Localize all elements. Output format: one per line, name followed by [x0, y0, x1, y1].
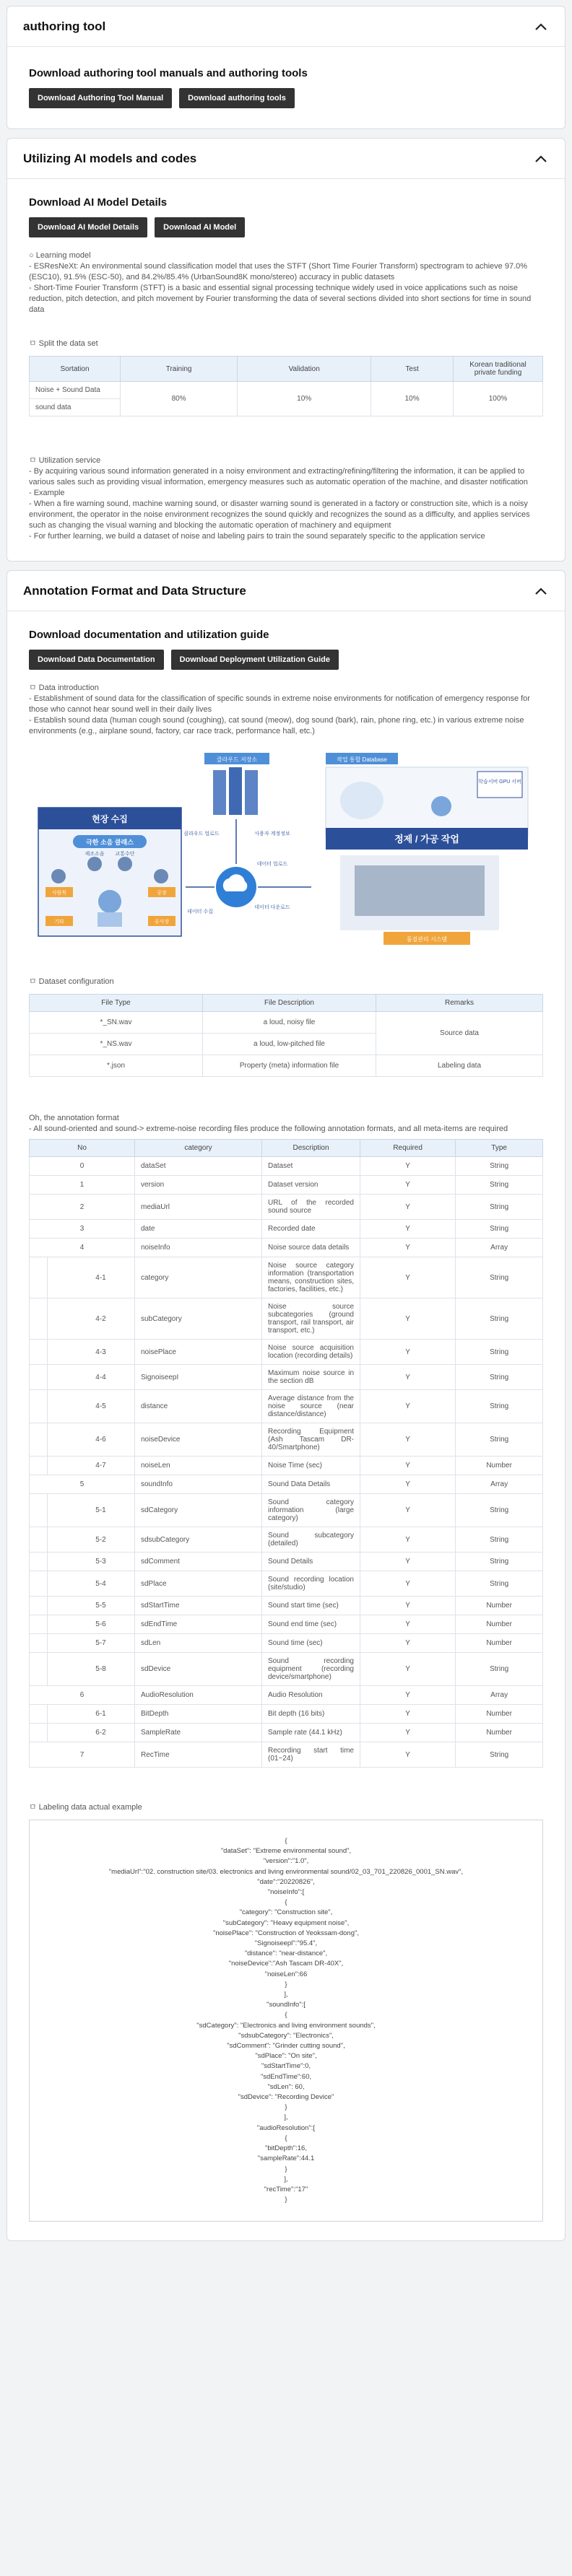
split-table	[29, 356, 543, 416]
table-cell: *_SN.wav	[30, 1012, 203, 1034]
table-cell: Audio Resolution	[262, 1686, 360, 1705]
table-cell: String	[456, 1257, 543, 1298]
table-cell: Y	[360, 1527, 456, 1553]
table-cell: Y	[360, 1457, 456, 1475]
table-cell: 4-6	[30, 1423, 135, 1457]
table-cell: Y	[360, 1597, 456, 1615]
table-cell: Y	[360, 1742, 456, 1768]
table-cell: 5-8	[30, 1653, 135, 1686]
table-cell: sdPlace	[135, 1571, 262, 1597]
table-cell: date	[135, 1220, 262, 1239]
table-header: Required	[360, 1140, 456, 1157]
table-row	[30, 1176, 543, 1195]
table-cell: 0	[30, 1157, 135, 1176]
table-cell: version	[135, 1176, 262, 1195]
table-cell: Y	[360, 1724, 456, 1742]
table-cell: distance	[135, 1390, 262, 1423]
table-cell: a loud, noisy file	[203, 1012, 376, 1034]
text-line: - Establish sound data (human cough sound (coughing), cat sound (meow), dog sound (bark), rain, phone ring, etc.) in various extreme noise environments (e.g., airplane sound, factory, car race track, performance hall, etc.)	[29, 716, 524, 735]
table-cell: 100%	[454, 382, 543, 416]
table-cell: 5-2	[30, 1527, 135, 1553]
data-upload-label: 데이터 업로드	[256, 862, 288, 867]
utilization-service-text	[29, 455, 543, 542]
table-cell: 6-1	[30, 1705, 135, 1724]
table-cell: Maximum noise source in the section dB	[262, 1365, 360, 1390]
table-cell: Noise + Sound Data	[30, 382, 121, 399]
table-cell: Y	[360, 1176, 456, 1195]
section-heading: Download AI Model Details	[29, 196, 168, 209]
table-cell: 5-4	[30, 1571, 135, 1597]
table-cell: Dataset version	[262, 1176, 360, 1195]
table-cell: String	[456, 1423, 543, 1457]
table-cell: 5-3	[30, 1553, 135, 1571]
worker-icon	[98, 890, 121, 913]
table-cell: Noise source data details	[262, 1239, 360, 1257]
table-cell: Y	[360, 1220, 456, 1239]
table-cell: noisePlace	[135, 1340, 262, 1365]
table-header: Test	[371, 357, 454, 382]
table-cell: Y	[360, 1390, 456, 1423]
table-row	[30, 1494, 543, 1527]
table-cell: Y	[360, 1571, 456, 1597]
table-row	[30, 1298, 543, 1340]
table-cell: String	[456, 1742, 543, 1768]
text-line: ○ Learning model	[29, 251, 91, 260]
table-cell: Bit depth (16 bits)	[262, 1705, 360, 1724]
table-row	[30, 1239, 543, 1257]
table-cell: Noise source category information (transportation means, construction sites, factories, facilities, etc.)	[262, 1257, 360, 1298]
table-cell: 4-3	[30, 1340, 135, 1365]
table-cell: String	[456, 1195, 543, 1220]
table-cell: String	[456, 1340, 543, 1365]
table-cell: Y	[360, 1705, 456, 1724]
table-row	[30, 1553, 543, 1571]
ai-models-section	[6, 138, 566, 562]
class-icon	[154, 869, 168, 883]
cloud-upload-label: 클라우드 업로드	[183, 831, 220, 837]
table-cell: Array	[456, 1239, 543, 1257]
table-cell: sdCategory	[135, 1494, 262, 1527]
text-line: - Example	[29, 489, 65, 497]
noise-class-label: 극한 소음 클래스	[86, 839, 134, 846]
table-cell: SampleRate	[135, 1724, 262, 1742]
table-cell: Sound start time (sec)	[262, 1597, 360, 1615]
table-cell: Y	[360, 1195, 456, 1220]
text-line: ㅁ Utilization service	[29, 456, 101, 465]
table-cell: String	[456, 1298, 543, 1340]
gpu-server-box	[477, 772, 522, 798]
table-cell: Number	[456, 1457, 543, 1475]
table-row	[30, 1615, 543, 1634]
table-cell: Y	[360, 1239, 456, 1257]
table-cell: sdComment	[135, 1553, 262, 1571]
table-cell: Number	[456, 1634, 543, 1653]
chevron-up-icon[interactable]	[533, 19, 549, 35]
table-cell: Sound recording equipment (recording device/smartphone)	[262, 1653, 360, 1686]
labeling-example-json: { "dataSet": "Extreme environmental sound", "version":"1.0", "mediaUrl":"02. construction site/03. electronics and living environmental sound/02_03_701_220826_0001_SN.wav", "date":"20220826", "noiseInfo":[ { "category": "Construction site", "subCategory": "Heavy equipment noise", "noisePlace": "Construction of Yeokssam-dong", "Signoiseepl":"95.4", "distance": "near-distance", "noiseDevice":"Ash Tascam DR-40X", "noiseLen":66 } ], "soundInfo":[ { "sdCategory": "Electronics and living environment sounds", "sdsubCategory": "Electronics", "sdComment": "Grinder cutting sound", "sdPlace": "On site", "sdStartTime":0, "sdEndTime":60, "sdLen": 60, "sdDevice": "Recording Device" } ], "audioResolution":[ { "bitDepth":16, "sampleRate":44.1 } ], "recTime":"17" }	[29, 1820, 543, 2222]
table-cell: 4-7	[30, 1457, 135, 1475]
table-cell: sound data	[30, 399, 121, 416]
table-cell: Array	[456, 1686, 543, 1705]
table-cell: Y	[360, 1423, 456, 1457]
gpu-label: 학습서버 GPU 서버	[478, 780, 521, 785]
table-header: Type	[456, 1140, 543, 1157]
table-cell: *.json	[30, 1055, 203, 1077]
split-title: ㅁ Split the data set	[29, 339, 98, 348]
table-cell: Noise source acquisition location (recording details)	[262, 1340, 360, 1365]
table-cell: String	[456, 1220, 543, 1239]
table-cell: noiseInfo	[135, 1239, 262, 1257]
table-cell: 4-5	[30, 1390, 135, 1423]
worker-desk	[98, 912, 122, 927]
table-cell: Y	[360, 1686, 456, 1705]
table-header: Description	[262, 1140, 360, 1157]
annotation-format-header[interactable]	[7, 571, 565, 611]
download-data-documentation-button[interactable]: Download Data Documentation	[29, 650, 164, 670]
table-row	[30, 1724, 543, 1742]
table-cell: Sound category information (large category)	[262, 1494, 360, 1527]
table-cell: 4-1	[30, 1257, 135, 1298]
table-cell: Noise Time (sec)	[262, 1457, 360, 1475]
table-cell: Property (meta) information file	[203, 1055, 376, 1077]
table-cell: Y	[360, 1257, 456, 1298]
table-cell: String	[456, 1365, 543, 1390]
table-cell: noiseDevice	[135, 1423, 262, 1457]
refine-label: 정제 / 가공 작업	[394, 834, 459, 844]
table-cell: *_NS.wav	[30, 1034, 203, 1055]
table-cell: 4	[30, 1239, 135, 1257]
download-authoring-manual-button[interactable]: Download Authoring Tool Manual	[29, 88, 172, 108]
table-cell: 5-7	[30, 1634, 135, 1653]
section-title: authoring tool	[23, 19, 106, 33]
table-cell: mediaUrl	[135, 1195, 262, 1220]
class-label: 제조소음	[84, 852, 105, 857]
table-cell: category	[135, 1257, 262, 1298]
table-cell: 10%	[371, 382, 454, 416]
table-cell: Recorded date	[262, 1220, 360, 1239]
text-line: - Short-Time Fourier Transform (STFT) is a basic and essential signal processing technique widely used in voice applications such as noise reduction, pitch detection, and pitch movement by Fourier transforming the data of several sections divided into short sections for time in sound data	[29, 284, 532, 314]
text-line: - By acquiring various sound information generated in a noisy environment and extracting/refining/filtering the information, it can be applied to various sales such as providing visual information, emergency measures such as automatic operation of the machine, and disaster notification	[29, 467, 528, 486]
database-icon	[340, 782, 384, 819]
table-header: No	[30, 1140, 135, 1157]
cloud-label: 클라우드 저장소	[216, 756, 258, 763]
text-line: ㅁ Data introduction	[29, 684, 99, 692]
table-row	[30, 1365, 543, 1390]
field-collect-label: 현장 수집	[92, 814, 128, 824]
user-info-label: 사용자 계정정보	[254, 831, 290, 837]
table-cell: 5	[30, 1475, 135, 1494]
table-header: category	[135, 1140, 262, 1157]
table-cell: Y	[360, 1340, 456, 1365]
text-line: - For further learning, we build a dataset of noise and labeling pairs to train the sound separately specific to the application service	[29, 532, 485, 541]
class-label: 공장	[157, 891, 167, 896]
table-row	[30, 1257, 543, 1298]
table-cell: Array	[456, 1475, 543, 1494]
table-row	[30, 1571, 543, 1597]
table-header: File Description	[203, 995, 376, 1012]
table-cell: AudioResolution	[135, 1686, 262, 1705]
table-cell: URL of the recorded sound source	[262, 1195, 360, 1220]
authoring-tool-section	[6, 6, 566, 129]
table-cell: Sound time (sec)	[262, 1634, 360, 1653]
table-row	[30, 1742, 543, 1768]
table-cell: Number	[456, 1615, 543, 1634]
table-row	[30, 1653, 543, 1686]
table-cell: Y	[360, 1475, 456, 1494]
annotation-note: - All sound-oriented and sound-> extreme-noise recording files produce the following annotation formats, and all meta-items are required	[29, 1125, 508, 1133]
download-ai-model-button[interactable]: Download AI Model	[155, 217, 245, 237]
processing-icon	[431, 796, 451, 816]
table-header: Validation	[238, 357, 371, 382]
table-row	[30, 1527, 543, 1553]
table-cell: SignoiseepI	[135, 1365, 262, 1390]
table-cell: 2	[30, 1195, 135, 1220]
table-row	[30, 1634, 543, 1653]
table-cell: Y	[360, 1634, 456, 1653]
system-label: 품질관리 시스템	[406, 936, 448, 943]
table-row	[30, 1705, 543, 1724]
config-table	[29, 994, 543, 1077]
table-cell: sdsubCategory	[135, 1527, 262, 1553]
table-cell: Recording start time (01~24)	[262, 1742, 360, 1768]
table-cell: Sound end time (sec)	[262, 1615, 360, 1634]
download-ai-model-details-button[interactable]: Download AI Model Details	[29, 217, 147, 237]
table-row	[30, 1597, 543, 1615]
table-cell: 80%	[121, 382, 238, 416]
table-cell: String	[456, 1494, 543, 1527]
table-cell: String	[456, 1527, 543, 1553]
label-group-label: 데이터 수집	[187, 909, 213, 914]
text-line: - When a fire warning sound, machine warning sound, or disaster warning sound is generated in a factory or construction site, which is a noisy environment, the operator in the noise environment recognizes the sound quickly and recognizes the sound as a difficulty, and applies services such as changing the visual warning and blocking the automatic operation of machinery and equipment	[29, 499, 530, 530]
table-row	[30, 1457, 543, 1475]
table-cell: Sound Data Details	[262, 1475, 360, 1494]
table-cell: Y	[360, 1298, 456, 1340]
table-cell: sdStartTime	[135, 1597, 262, 1615]
table-cell: 5-5	[30, 1597, 135, 1615]
table-cell: Y	[360, 1553, 456, 1571]
table-cell: Sound recording location (site/studio)	[262, 1571, 360, 1597]
table-cell: noiseLen	[135, 1457, 262, 1475]
example-title: ㅁ Labeling data actual example	[29, 1803, 142, 1812]
learning-model-text	[29, 250, 543, 315]
class-icon	[51, 869, 66, 883]
table-cell: soundInfo	[135, 1475, 262, 1494]
table-cell: Noise source subcategories (ground transport, rail transport, air transport, etc.)	[262, 1298, 360, 1340]
table-cell: String	[456, 1176, 543, 1195]
annotation-title: Oh, the annotation format	[29, 1114, 119, 1122]
table-cell: Sample rate (44.1 kHz)	[262, 1724, 360, 1742]
table-row	[30, 1157, 543, 1176]
annotation-format-section	[6, 570, 566, 2241]
integrated-db-label: 작업 통합 Database	[337, 756, 387, 763]
text-line: - Establishment of sound data for the classification of specific sounds in extreme noise environments for notification of emergency response for those who cannot hear sound well in their daily lives	[29, 694, 530, 714]
text-line: - ESResNeXt: An environmental sound classification model that uses the STFT (Short Time Fourier Transform) spectrogram to achieve 97.0% (ESC10), 91.5% (ESC-50), and 84.2%/85.4% (UrbanSound8K mono/stereo) accuracy in public datasets	[29, 262, 528, 281]
section-title: Utilizing AI models and codes	[23, 151, 197, 165]
table-header: File Type	[30, 995, 203, 1012]
table-cell: Average distance from the noise source (near distance/distance)	[262, 1390, 360, 1423]
table-cell: 3	[30, 1220, 135, 1239]
table-header: Korean traditional private funding	[454, 357, 543, 382]
table-header: Sortation	[30, 357, 121, 382]
table-cell: Number	[456, 1597, 543, 1615]
download-deployment-guide-button[interactable]: Download Deployment Utilization Guide	[171, 650, 339, 670]
table-cell: Y	[360, 1653, 456, 1686]
section-heading: Download documentation and utilization guide	[29, 629, 269, 641]
table-cell: 4-2	[30, 1298, 135, 1340]
table-cell: Y	[360, 1615, 456, 1634]
table-cell: a loud, low-pitched file	[203, 1034, 376, 1055]
chevron-up-icon[interactable]	[533, 151, 549, 167]
table-cell: 5-1	[30, 1494, 135, 1527]
table-cell: Sound Details	[262, 1553, 360, 1571]
table-cell: Recording Equipment (Ash Tascam DR-40/Smartphone)	[262, 1423, 360, 1457]
table-row	[30, 1340, 543, 1365]
table-cell: 5-6	[30, 1615, 135, 1634]
class-label: 사람목	[51, 891, 67, 896]
chevron-up-icon[interactable]	[533, 583, 549, 599]
table-cell: RecTime	[135, 1742, 262, 1768]
table-cell: String	[456, 1653, 543, 1686]
table-cell: Y	[360, 1365, 456, 1390]
table-cell: 6	[30, 1686, 135, 1705]
table-header: Remarks	[376, 995, 543, 1012]
table-cell: Source data	[376, 1012, 543, 1055]
table-cell: Labeling data	[376, 1055, 543, 1077]
table-row	[30, 1220, 543, 1239]
table-row	[30, 1475, 543, 1494]
table-cell: Y	[360, 1494, 456, 1527]
authoring-tool-header[interactable]	[7, 6, 565, 47]
table-cell: Y	[360, 1157, 456, 1176]
table-header: Training	[121, 357, 238, 382]
pipeline-svg	[37, 750, 535, 953]
table-cell: 6-2	[30, 1724, 135, 1742]
table-cell: Sound subcategory (detailed)	[262, 1527, 360, 1553]
ai-models-header[interactable]	[7, 139, 565, 179]
data-introduction-text	[29, 683, 543, 737]
table-cell: 1	[30, 1176, 135, 1195]
data-download-label: 데이터 다운로드	[254, 905, 290, 910]
table-row	[30, 1195, 543, 1220]
table-cell: String	[456, 1553, 543, 1571]
table-row	[30, 1390, 543, 1423]
table-cell: Dataset	[262, 1157, 360, 1176]
class-label: 기타	[54, 920, 64, 925]
table-cell: sdDevice	[135, 1653, 262, 1686]
table-cell: sdEndTime	[135, 1615, 262, 1634]
download-authoring-tools-button[interactable]: Download authoring tools	[179, 88, 295, 108]
table-cell: String	[456, 1157, 543, 1176]
class-label: 교통수단	[115, 852, 135, 857]
table-cell: Number	[456, 1724, 543, 1742]
table-cell: subCategory	[135, 1298, 262, 1340]
data-pipeline-diagram	[37, 750, 535, 953]
table-cell: Number	[456, 1705, 543, 1724]
table-cell: 7	[30, 1742, 135, 1768]
table-cell: String	[456, 1571, 543, 1597]
section-heading: Download authoring tool manuals and authoring tools	[29, 67, 308, 79]
server-rack-icon	[213, 767, 258, 815]
section-title: Annotation Format and Data Structure	[23, 583, 246, 598]
annotation-table	[29, 1139, 543, 1768]
table-row	[30, 1686, 543, 1705]
table-cell: BitDepth	[135, 1705, 262, 1724]
table-row	[30, 1423, 543, 1457]
table-cell: 4-4	[30, 1365, 135, 1390]
workstation-icon	[355, 865, 485, 916]
table-cell: dataSet	[135, 1157, 262, 1176]
class-icon	[118, 857, 132, 871]
table-cell: String	[456, 1390, 543, 1423]
config-title: ㅁ Dataset configuration	[29, 977, 114, 986]
table-cell: sdLen	[135, 1634, 262, 1653]
table-cell: 10%	[238, 382, 371, 416]
class-label: 공사장	[154, 920, 170, 925]
